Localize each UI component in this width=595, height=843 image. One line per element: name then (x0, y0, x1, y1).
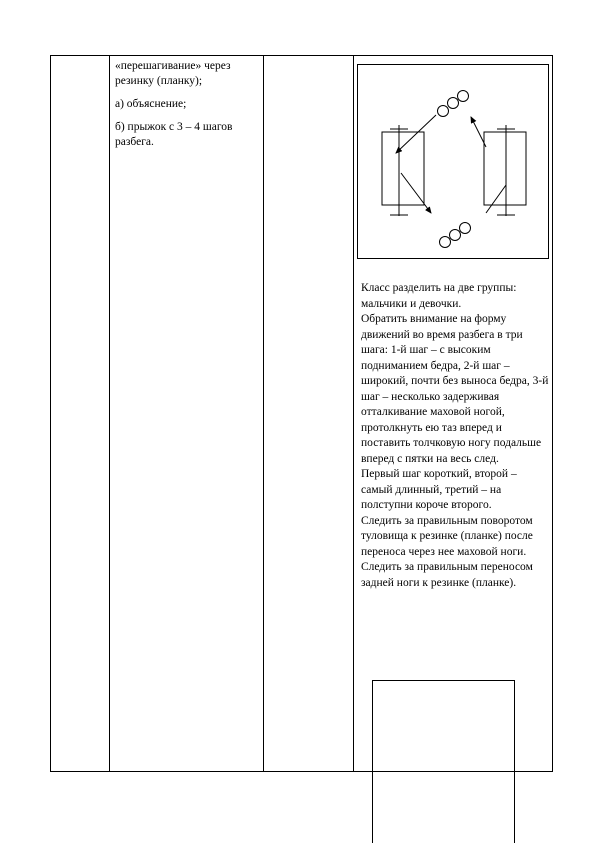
notes-paragraph: Класс разделить на две группы: мальчики и девочки. (361, 282, 517, 310)
table-col-line-1 (50, 55, 51, 772)
method-paragraph: б) прыжок с 3 – 4 шагов разбега. (115, 121, 233, 148)
notes-paragraph: Следить за правильным переносом задней ноги к резинке (планке). (361, 561, 533, 589)
method-cell (115, 59, 263, 158)
notes-cell (361, 281, 551, 591)
high-jump-diagram (357, 64, 549, 259)
empty-frame (372, 680, 515, 843)
notes-paragraph: Обратить внимание на форму движений во время разбега в три шага: 1-й шаг – с высоким подниманием бедра, 2-й шаг – широкий, почти без выноса бедра, 3-й шаг – несколько задерживая отталкивание маховой ногой, протолкнуть ею таз вперед и поставить толчковую ногу подальше вперед с пятки на весь след. (361, 313, 549, 465)
method-paragraph: «перешагивание» через резинку (планку); (115, 60, 231, 87)
high-jump-approach-diagram-icon (358, 65, 548, 258)
table-col-line-5 (552, 55, 553, 772)
method-paragraph: а) объяснение; (115, 98, 187, 110)
table-col-line-2 (109, 55, 110, 772)
notes-paragraph: Первый шаг короткий, второй – самый длинный, третий – на полступни короче второго. (361, 468, 517, 511)
notes-paragraph: Следить за правильным поворотом туловища к резинке (планке) после переноса через нее маховой ноги. (361, 514, 533, 558)
table-top-border (50, 55, 553, 56)
table-col-line-3 (263, 55, 264, 772)
table-col-line-4 (353, 55, 354, 772)
